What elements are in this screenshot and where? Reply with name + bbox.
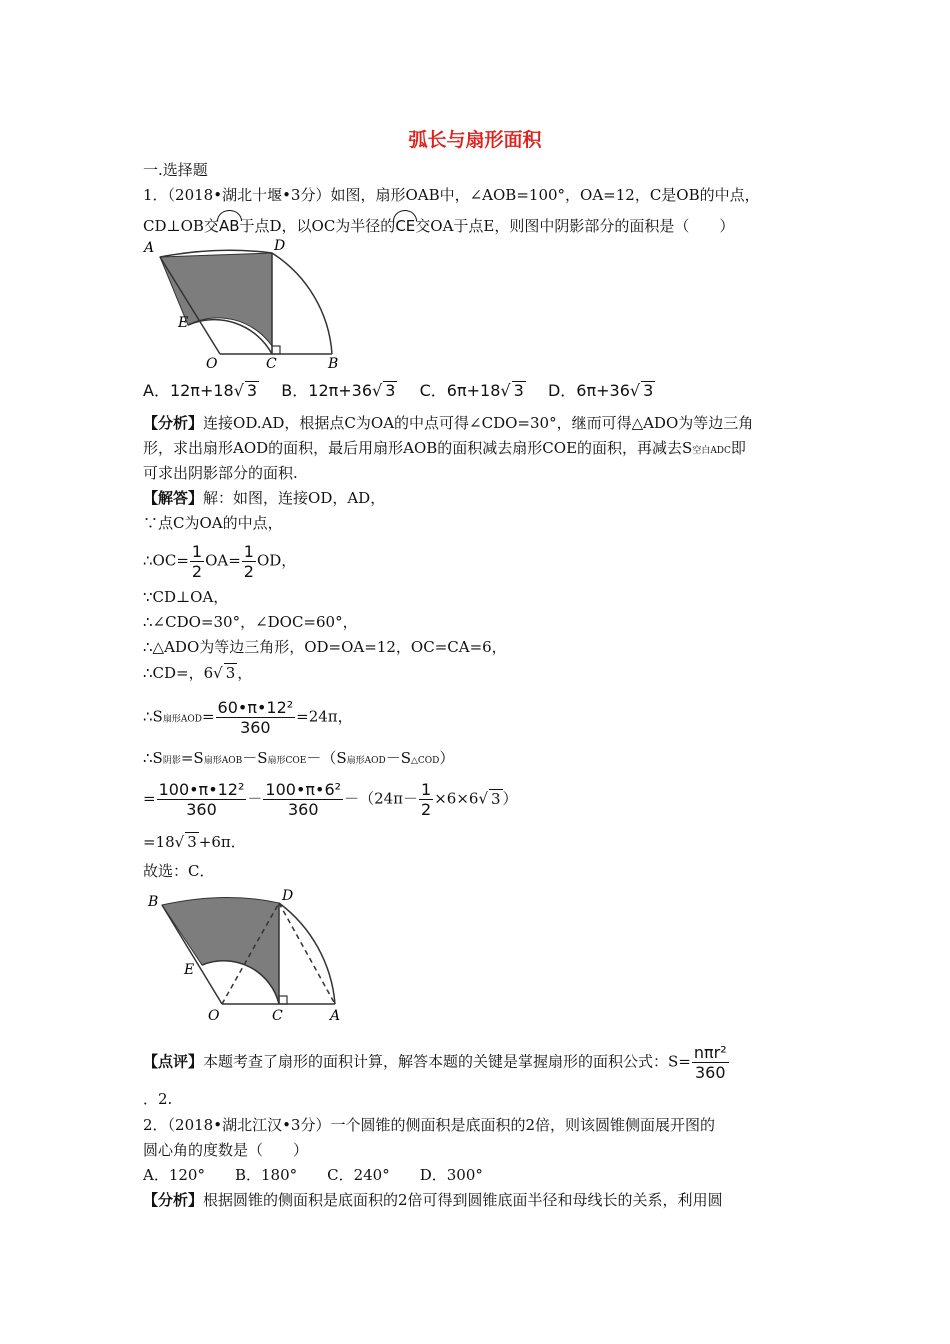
q2-stem-line1: 2．（2018•湖北江汉•3分）一个圆锥的侧面积是底面积的2倍，则该圆锥侧面展开图的 — [143, 1116, 716, 1134]
right-angle-mark — [272, 346, 280, 354]
q2-analysis: 【分析】根据圆锥的侧面积是底面积的2倍可得到圆锥底面半径和母线长的关系，利用圆 — [143, 1191, 723, 1209]
comment-tag: 【点评】 — [143, 1052, 204, 1071]
fraction-sector-coe: $\frac{\text{100•π•6²}}{360}$ — [265, 780, 342, 819]
shaded-region — [160, 253, 272, 346]
solution-step: ∵点C为OA的中点， — [143, 514, 283, 532]
label-a: A — [330, 1008, 341, 1024]
figure-sector-2 — [140, 886, 360, 1026]
answer-line: 故选：C． — [143, 862, 215, 880]
page-title: 弧长与扇形面积 — [408, 129, 542, 151]
figure-sector-1 — [140, 236, 360, 371]
analysis-tag: 【分析】 — [143, 1191, 204, 1209]
radical-sign: √ — [478, 789, 488, 808]
q2-options: A．120° B．180° C．240° D．300° — [143, 1166, 483, 1184]
arc-ce: CE — [395, 212, 415, 236]
q1-stem-line2 — [143, 212, 734, 236]
section-heading: 一.选择题 — [143, 161, 208, 179]
solution-step-oc: ∴OC= $\frac{1}{2}$ OA= $\frac{1}{2}$ OD， — [143, 542, 297, 581]
label-a: A — [144, 240, 155, 256]
comment-line: 【点评】本题考查了扇形的面积计算，解答本题的关键是掌握扇形的面积公式：S= $\frac{\text{nπr²}}{360}$ — [143, 1043, 727, 1082]
radical-sign: √ — [629, 381, 641, 400]
arc-outer — [272, 253, 332, 354]
radical-sign: √ — [233, 381, 244, 400]
label-e: E — [178, 315, 189, 331]
radical-sign: √ — [500, 381, 511, 400]
solution-line1: 【解答】解：如图，连接OD，AD， — [143, 489, 386, 507]
solution-result: =18√ 3 +6π． — [143, 833, 246, 851]
label-o: O — [208, 1008, 220, 1024]
shaded-region — [162, 897, 279, 1004]
label-o: O — [206, 356, 218, 371]
arc-ab: AB — [219, 212, 240, 236]
q2-stem-line2: 圆心角的度数是（ ） — [143, 1141, 309, 1159]
label-d: D — [282, 888, 294, 904]
option-d[interactable]: D．6π+36√ 3 — [547, 381, 654, 400]
radical-sign: √ — [213, 664, 223, 682]
option-c[interactable]: C．6π+18√ 3 — [419, 381, 524, 400]
solution-step-cd: ∴CD=，6√ 3 ， — [143, 664, 253, 682]
fraction-sector-aod: $\frac{\text{60•π•12²}}{360}$ — [217, 698, 294, 737]
q1-options — [143, 381, 655, 401]
radical-sign: √ — [372, 381, 383, 400]
label-c: C — [266, 356, 277, 371]
q1-stem-text: CD⊥OB交 — [143, 217, 219, 235]
q1-stem-text: 于点D，以OC为半径的 — [239, 217, 396, 235]
fraction-sector-formula: $\frac{\text{nπr²}}{360}$ — [693, 1043, 727, 1082]
label-d: D — [274, 238, 286, 254]
solution-step: ∴∠CDO=30°，∠DOC=60°， — [143, 613, 358, 631]
fraction-half: $\frac{1}{2}$ — [243, 542, 254, 581]
label-b: B — [148, 894, 159, 910]
q1-stem-text: 交OA于点E，则图中阴影部分的面积是（ ） — [415, 217, 735, 235]
option-a[interactable]: A．12π+18√ 3 — [143, 381, 258, 400]
dashed-ad — [279, 903, 335, 1004]
fraction-half: $\frac{1}{2}$ — [191, 542, 203, 581]
solution-step-shaded: ∴S阴影=S扇形AOB－S扇形COE－（S扇形AOD－S△COD） — [143, 749, 455, 767]
solution-step: ∵CD⊥OA， — [143, 588, 229, 606]
radical-sign: √ — [174, 833, 185, 851]
solution-step-sector-aod: ∴S扇形AOD= $\frac{\text{60•π•12²}}{360}$ =24π， — [143, 698, 353, 737]
analysis-tag: 【分析】 — [143, 414, 204, 432]
fraction-sector-aob: $\frac{\text{100•π•12²}}{360}$ — [158, 780, 245, 819]
fraction-half: $\frac{1}{2}$ — [421, 780, 432, 819]
right-angle-mark — [279, 996, 287, 1004]
label-c: C — [272, 1008, 283, 1024]
solution-tag: 【解答】 — [143, 489, 204, 507]
option-b[interactable]: B．12π+36√ 3 — [281, 381, 396, 400]
solution-step: ∴△ADO为等边三角形，OD=OA=12，OC=CA=6， — [143, 638, 507, 656]
analysis-line3: 可求出阴影部分的面积. — [143, 464, 298, 482]
analysis-line2: 形，求出扇形AOD的面积，最后用扇形AOB的面积减去扇形COE的面积，再减去S空白ADC即 — [143, 439, 746, 457]
comment-end: ．2. — [143, 1090, 173, 1108]
solution-step-expression: = $\frac{\text{100•π•12²}}{360}$ － $\frac{\text{100•π•6²}}{360}$ －（24π－ $\frac{1}{2}$ ×6×6√ 3 ） — [143, 780, 518, 819]
q1-stem-line1: 1．（2018•湖北十堰•3分）如图，扇形OAB中，∠AOB=100°，OA=12，C是OB的中点， — [143, 186, 760, 204]
label-b: B — [328, 356, 339, 371]
analysis-line1: 【分析】连接OD.AD，根据点C为OA的中点可得∠CDO=30°，继而可得△ADO为等边三角 — [143, 414, 754, 432]
label-e: E — [184, 962, 195, 978]
